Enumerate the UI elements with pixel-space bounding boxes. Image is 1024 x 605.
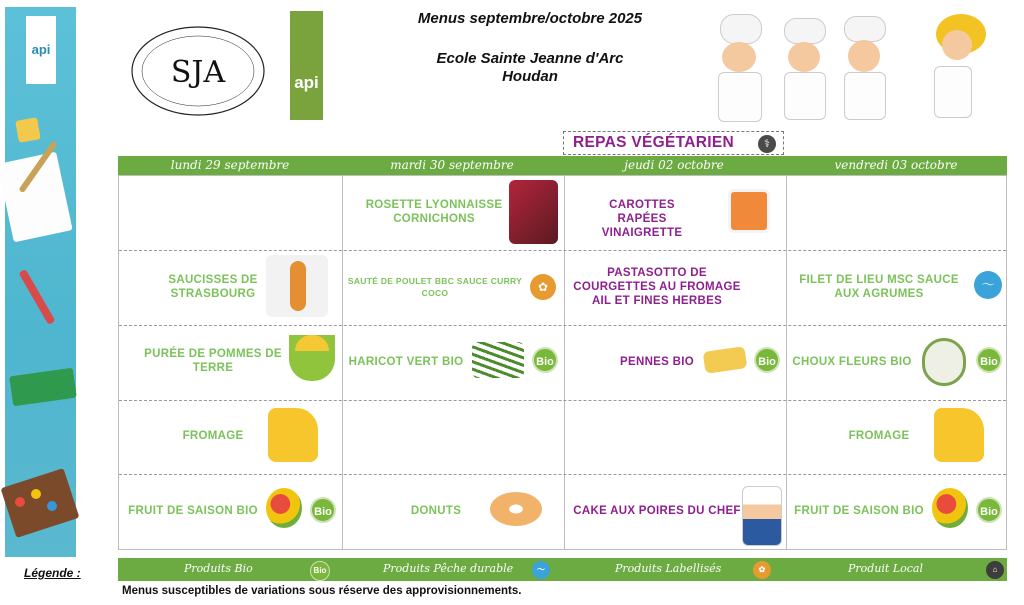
dish-tuesday-starter: ROSETTE LYONNAISSE CORNICHONS	[365, 199, 503, 225]
dish-friday-side: CHOUX FLEURS BIO	[792, 356, 912, 368]
bio-label-icon: Bio	[976, 497, 1002, 523]
legend-item-local: Produit Local	[848, 562, 924, 575]
dish-monday-cheese: FROMAGE	[182, 430, 244, 442]
sja-school-logo	[128, 24, 268, 119]
green-beans-image	[472, 342, 524, 378]
paint-dot-decoration	[47, 501, 57, 511]
bio-legend-icon: Bio	[310, 561, 330, 581]
compass-decoration	[19, 269, 56, 325]
dish-thursday-main: PASTASOTTO DE COURGETTES AU FROMAGE AIL ET FINES HERBES	[573, 267, 741, 307]
day-header-monday: lundi 29 septembre	[170, 158, 290, 172]
label-rouge-icon: ✿	[530, 274, 556, 300]
fruit-basket-image	[266, 488, 302, 528]
legend-item-bio: Produits Bio	[184, 562, 253, 575]
sticky-note-decoration	[15, 117, 40, 142]
api-strip-logo: api	[26, 16, 56, 84]
paint-palette-decoration	[1, 468, 80, 538]
dish-thursday-side: PENNES BIO	[620, 356, 694, 368]
cheese-image	[934, 408, 984, 462]
legend-item-labellises: Produits Labellisés	[615, 562, 722, 575]
cauliflower-image	[922, 338, 966, 386]
day-header-tuesday: mardi 30 septembre	[390, 158, 514, 172]
legend-title: Légende :	[24, 566, 81, 580]
chefs-illustration	[686, 10, 1001, 122]
api-logo: api	[290, 11, 323, 120]
bio-label-icon: Bio	[976, 347, 1002, 373]
charcuterie-image	[509, 180, 558, 244]
dish-friday-cheese: FROMAGE	[848, 430, 910, 442]
label-legend-icon: ✿	[753, 561, 771, 579]
grated-carrots-image	[728, 189, 770, 233]
school-title: Ecole Sainte Jeanne d'Arc	[436, 50, 624, 67]
sausage-image	[266, 255, 328, 317]
day-header-friday: vendredi 03 octobre	[834, 158, 958, 172]
decorative-side-strip	[5, 7, 76, 557]
bio-label-icon: Bio	[754, 347, 780, 373]
paint-dot-decoration	[15, 497, 25, 507]
ruler-decoration	[9, 368, 77, 407]
cheese-image	[268, 408, 318, 462]
paint-dot-decoration	[31, 489, 41, 499]
sustainable-fishing-icon: 〜	[974, 271, 1002, 299]
day-header-thursday: jeudi 02 octobre	[624, 158, 724, 172]
school-name	[380, 50, 680, 86]
bio-label-icon: Bio	[532, 347, 558, 373]
fruit-basket-image	[932, 488, 968, 528]
mashed-potato-image	[289, 335, 335, 381]
dish-tuesday-dessert: DONUTS	[410, 505, 462, 517]
dish-thursday-starter: CAROTTES RAPÉES VINAIGRETTE	[601, 199, 683, 239]
dish-monday-main: SAUCISSES DE STRASBOURG	[168, 274, 258, 300]
menu-period-title: Menus septembre/octobre 2025	[417, 10, 643, 27]
dish-friday-main: FILET DE LIEU MSC SAUCE AUX AGRUMES	[799, 274, 959, 300]
supply-footnote: Menus susceptibles de variations sous réserve des approvisionnements.	[122, 585, 522, 597]
fish-legend-icon: 〜	[532, 561, 550, 579]
chef-image	[742, 486, 782, 546]
dish-monday-side: PURÉE DE POMMES DE TERRE	[144, 348, 282, 374]
donut-image	[490, 492, 542, 526]
dish-monday-dessert: FRUIT DE SAISON BIO	[128, 505, 258, 517]
dish-tuesday-main: SAUTÉ DE POULET BBC SAUCE CURRY COCO	[347, 276, 523, 298]
dish-friday-dessert: FRUIT DE SAISON BIO	[794, 505, 924, 517]
vegetarian-label: REPAS VÉGÉTARIEN	[573, 134, 734, 151]
dish-tuesday-side: HARICOT VERT BIO	[348, 356, 464, 368]
bio-label-icon: Bio	[310, 497, 336, 523]
local-legend-icon: ⌂	[986, 561, 1004, 579]
legend-item-peche-durable: Produits Pêche durable	[383, 562, 514, 575]
dish-thursday-dessert: CAKE AUX POIRES DU CHEF	[573, 505, 741, 517]
vegetarian-icon: ⚕	[758, 135, 776, 153]
sja-initials: SJA	[170, 55, 226, 90]
school-town: Houdan	[502, 68, 558, 85]
